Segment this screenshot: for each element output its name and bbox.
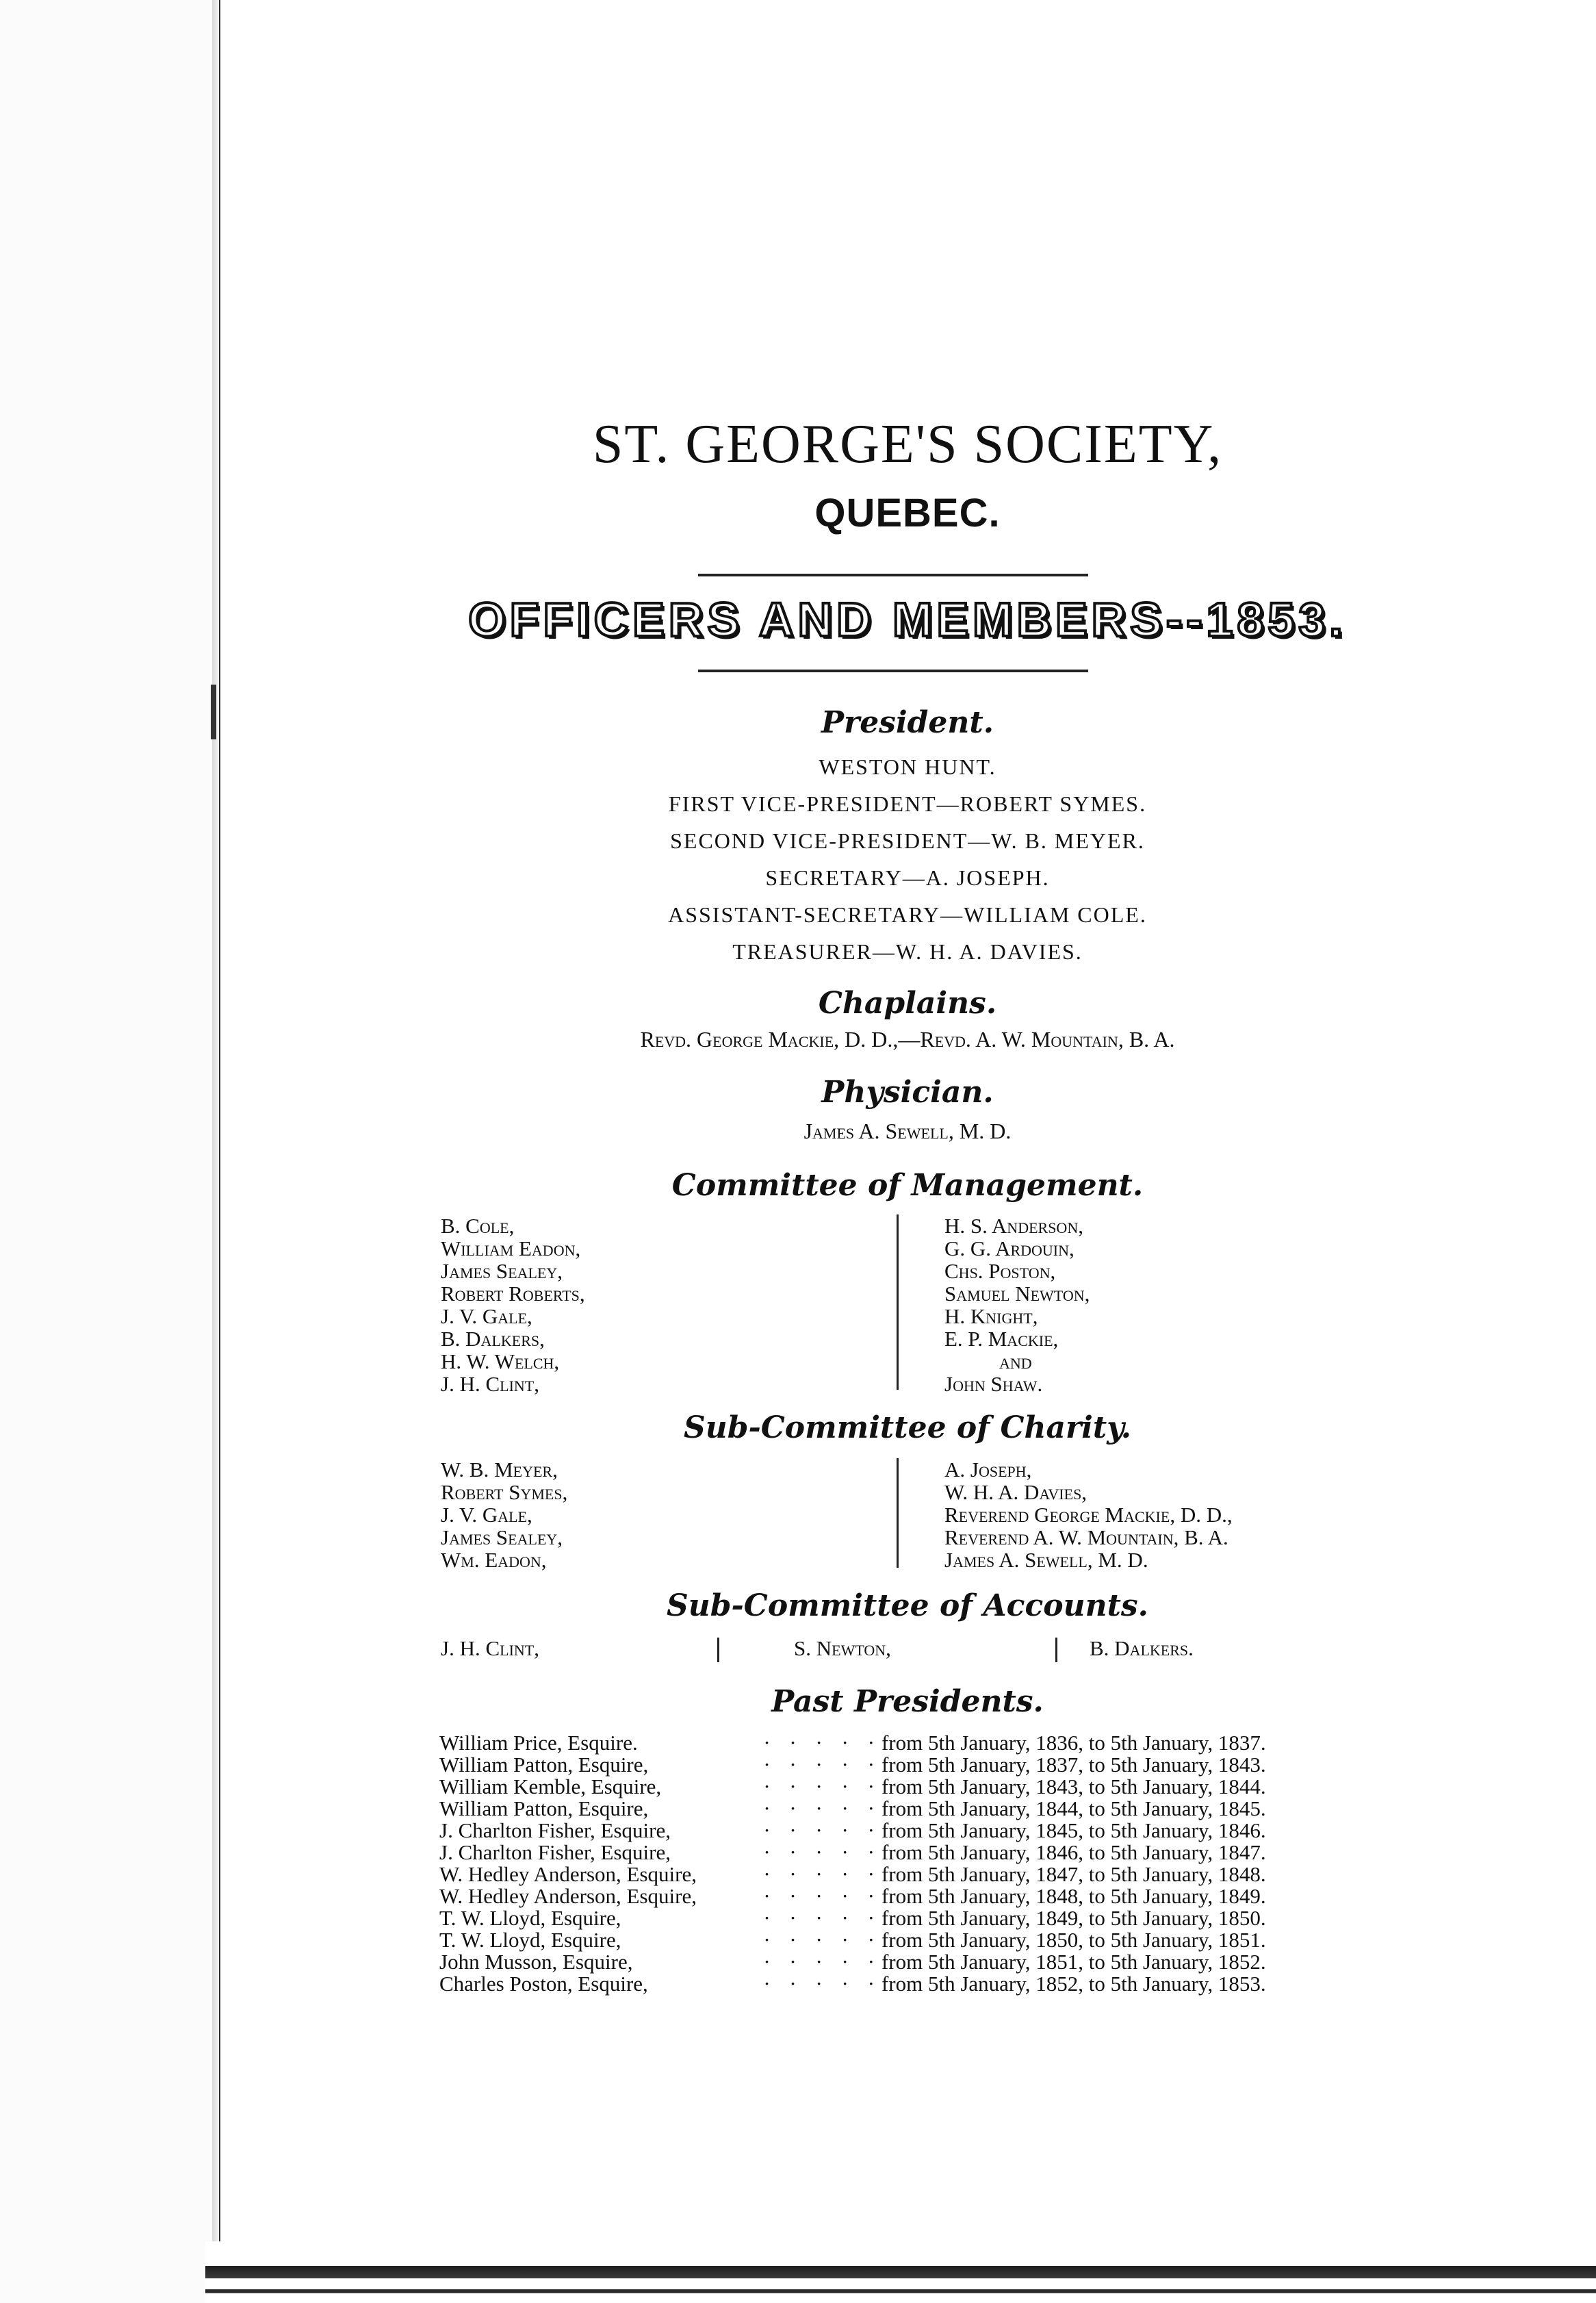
past-president-name: William Patton, Esquire, [439, 1753, 649, 1777]
chaplains-heading: Chaplains. [818, 986, 997, 1021]
past-president-name: William Kemble, Esquire, [439, 1774, 662, 1798]
accounts-member: S. Newton, [794, 1636, 891, 1660]
member-name: E. P. Mackie, [944, 1327, 1059, 1351]
past-president-name: T. W. Lloyd, Esquire, [439, 1906, 621, 1930]
past-presidents-heading: Past Presidents. [771, 1684, 1044, 1719]
page-fold [212, 0, 219, 2303]
leader-dots: · · · · · [763, 1774, 881, 1798]
member-name: B. Dalkers, [441, 1327, 545, 1351]
past-president-term: from 5th January, 1846, to 5th January, 1847. [881, 1840, 1266, 1864]
past-president-term: from 5th January, 1836, to 5th January, 1837. [881, 1731, 1266, 1755]
past-president-term: from 5th January, 1848, to 5th January, 1849. [881, 1884, 1266, 1908]
past-president-term: from 5th January, 1844, to 5th January, 1845. [881, 1796, 1266, 1820]
member-name: G. G. Ardouin, [944, 1236, 1074, 1260]
top-rule [698, 574, 1088, 576]
member-name: Reverend George Mackie, D. D., [944, 1503, 1233, 1527]
officer-line: FIRST VICE-PRESIDENT—ROBERT SYMES. [668, 791, 1147, 816]
past-president-name: William Price, Esquire. [439, 1731, 638, 1755]
officer-line: SECOND VICE-PRESIDENT—W. B. MEYER. [670, 828, 1145, 853]
past-president-term: from 5th January, 1852, to 5th January, 1853. [881, 1972, 1266, 1996]
leader-dots: · · · · · [763, 1928, 881, 1952]
past-president-term: from 5th January, 1837, to 5th January, 1843. [881, 1753, 1266, 1777]
management-left-column [441, 1214, 585, 1395]
past-president-row [439, 1732, 1266, 1754]
chaplains-names: Revd. George Mackie, D. D.,—Revd. A. W. Mountain, B. A. [640, 1027, 1175, 1052]
leader-dots: · · · · · [763, 1818, 881, 1842]
member-name: J. H. Clint, [441, 1372, 539, 1396]
member-name: J. V. Gale, [441, 1304, 532, 1328]
officer-line: ASSISTANT-SECRETARY—WILLIAM COLE. [668, 902, 1147, 927]
column-divider [897, 1214, 899, 1390]
officer-line: SECRETARY—A. JOSEPH. [765, 865, 1050, 890]
past-president-term: from 5th January, 1847, to 5th January, 1848. [881, 1862, 1266, 1886]
past-president-row [439, 1929, 1266, 1951]
officers-members-heading: OFFICERS AND MEMBERS--1853. [468, 593, 1347, 646]
past-president-row [439, 1885, 1266, 1907]
past-president-name: J. Charlton Fisher, Esquire, [439, 1840, 671, 1864]
past-president-term: from 5th January, 1845, to 5th January, 1846. [881, 1818, 1266, 1842]
member-name: Robert Roberts, [441, 1282, 585, 1306]
facing-page [0, 0, 220, 2303]
member-name: H. Knight, [944, 1304, 1038, 1328]
document-page [219, 0, 1596, 2303]
past-president-row [439, 1973, 1266, 1995]
accounts-member: J. H. Clint, [441, 1636, 539, 1660]
binding-mark [211, 685, 216, 739]
society-title: ST. GEORGE'S SOCIETY, [592, 414, 1223, 474]
member-name: Wm. Eadon, [441, 1548, 547, 1572]
management-right-column [944, 1214, 1090, 1395]
past-president-term: from 5th January, 1850, to 5th January, 1851. [881, 1928, 1266, 1952]
past-president-row [439, 1754, 1266, 1776]
leader-dots: · · · · · [763, 1884, 881, 1908]
member-name: B. Cole, [441, 1214, 515, 1238]
member-name: and [999, 1349, 1032, 1373]
past-president-name: William Patton, Esquire, [439, 1796, 649, 1820]
management-heading: Committee of Management. [671, 1168, 1144, 1203]
member-name: H. S. Anderson, [944, 1214, 1083, 1238]
member-name: W. H. A. Davies, [944, 1480, 1087, 1504]
accounts-member: B. Dalkers. [1090, 1636, 1194, 1660]
physician-heading: Physician. [821, 1075, 994, 1110]
charity-right-column [944, 1458, 1233, 1571]
past-president-name: W. Hedley Anderson, Esquire, [439, 1862, 697, 1886]
past-president-row [439, 1951, 1266, 1973]
past-president-term: from 5th January, 1849, to 5th January, 1850. [881, 1906, 1266, 1930]
member-name: John Shaw. [944, 1372, 1043, 1396]
past-president-row [439, 1907, 1266, 1929]
member-name: A. Joseph, [944, 1458, 1032, 1481]
member-name: H. W. Welch, [441, 1349, 560, 1373]
member-name: Chs. Poston, [944, 1259, 1056, 1283]
bottom-rule [698, 670, 1088, 672]
leader-dots: · · · · · [763, 1796, 881, 1820]
member-name: W. B. Meyer, [441, 1458, 558, 1481]
leader-dots: · · · · · [763, 1950, 881, 1974]
member-name: James Sealey, [441, 1525, 563, 1549]
member-name: Samuel Newton, [944, 1282, 1090, 1306]
member-name: James A. Sewell, M. D. [944, 1548, 1148, 1572]
past-presidents-table [439, 1732, 1266, 1995]
accounts-divider [717, 1638, 719, 1662]
physician-name: James A. Sewell, M. D. [803, 1119, 1012, 1143]
past-president-name: T. W. Lloyd, Esquire, [439, 1928, 621, 1952]
past-president-row [439, 1798, 1266, 1820]
past-president-term: from 5th January, 1851, to 5th January, 1852. [881, 1950, 1266, 1974]
accounts-heading: Sub-Committee of Accounts. [667, 1588, 1148, 1623]
past-president-row [439, 1820, 1266, 1842]
past-president-name: J. Charlton Fisher, Esquire, [439, 1818, 671, 1842]
officer-line: WESTON HUNT. [819, 754, 996, 779]
past-president-row [439, 1776, 1266, 1798]
leader-dots: · · · · · [763, 1862, 881, 1886]
member-name: Robert Symes, [441, 1480, 568, 1504]
leader-dots: · · · · · [763, 1731, 881, 1755]
member-name: Reverend A. W. Mountain, B. A. [944, 1525, 1228, 1549]
past-president-name: John Musson, Esquire, [439, 1950, 633, 1974]
member-name: William Eadon, [441, 1236, 581, 1260]
column-divider [897, 1458, 899, 1568]
member-name: J. V. Gale, [441, 1503, 532, 1527]
leader-dots: · · · · · [763, 1972, 881, 1996]
officer-line: TREASURER—W. H. A. DAVIES. [732, 939, 1083, 964]
charity-left-column [441, 1458, 567, 1571]
past-president-term: from 5th January, 1843, to 5th January, 1844. [881, 1774, 1266, 1798]
leader-dots: · · · · · [763, 1906, 881, 1930]
leader-dots: · · · · · [763, 1753, 881, 1777]
accounts-divider [1055, 1638, 1057, 1662]
past-president-name: Charles Poston, Esquire, [439, 1972, 648, 1996]
member-name: James Sealey, [441, 1259, 563, 1283]
charity-heading: Sub-Committee of Charity. [683, 1410, 1132, 1445]
president-heading: President. [821, 705, 994, 740]
past-president-row [439, 1863, 1266, 1885]
leader-dots: · · · · · [763, 1840, 881, 1864]
past-president-row [439, 1842, 1266, 1863]
past-president-name: W. Hedley Anderson, Esquire, [439, 1884, 697, 1908]
city-name: QUEBEC. [814, 491, 1001, 535]
